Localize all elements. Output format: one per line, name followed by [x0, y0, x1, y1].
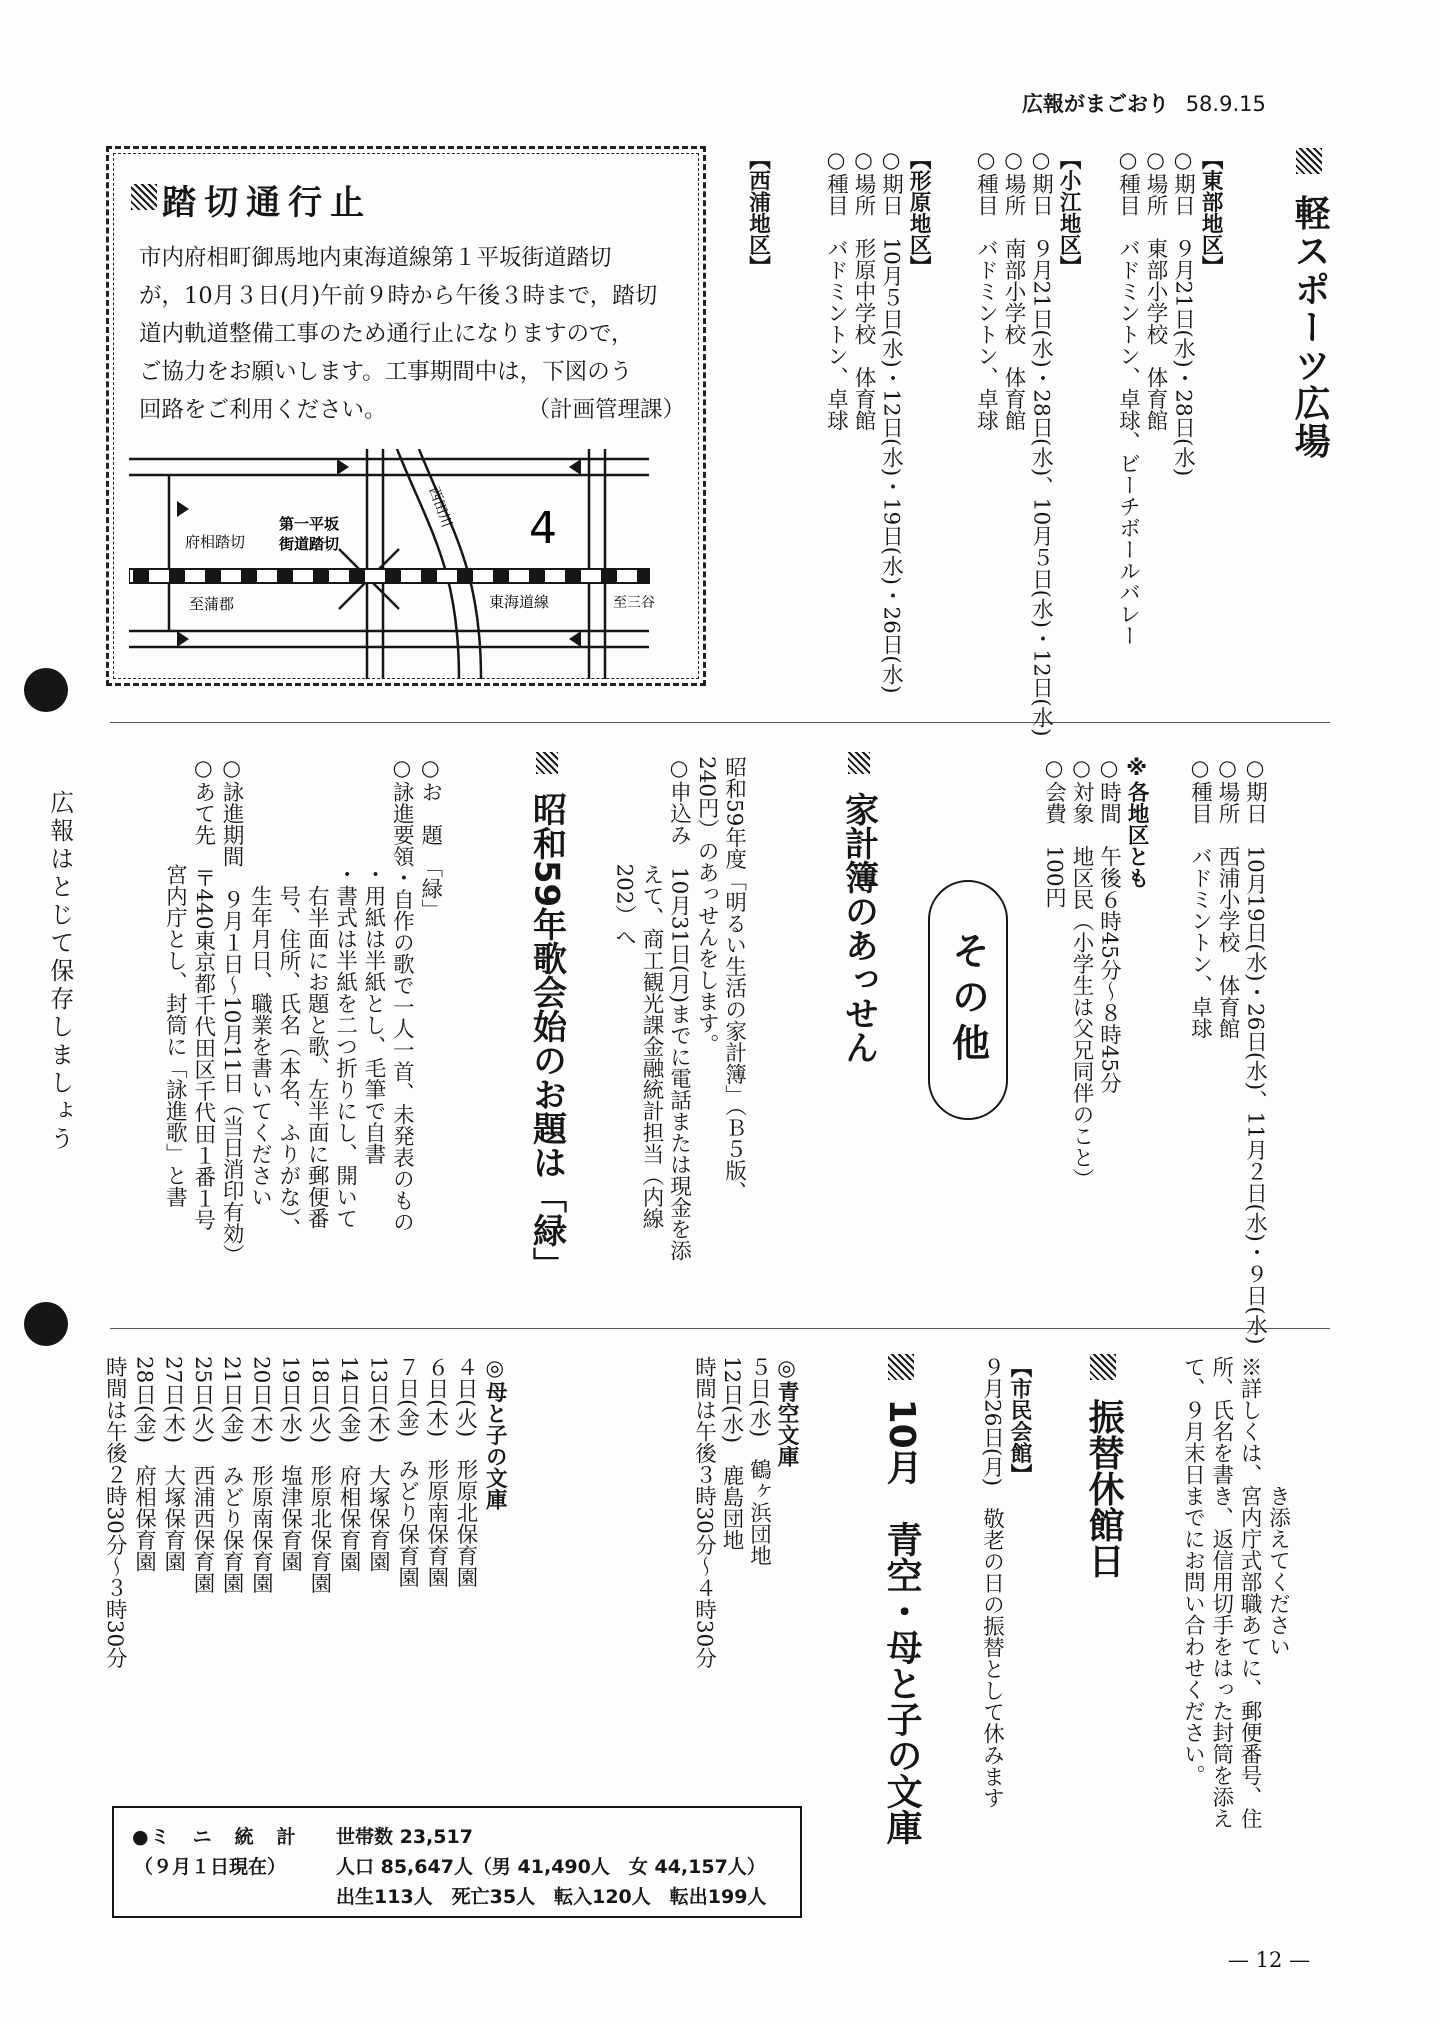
- crossing-line: 回路をご利用ください。 （計画管理課）: [139, 391, 699, 429]
- stats-as-of: （９月１日現在）: [134, 1856, 287, 1878]
- sports-line: ○種目 バドミントン、卓球、ビーチボールバレー: [1115, 148, 1141, 646]
- hatch-icon: [888, 1354, 914, 1380]
- utakai-line: き添えてください: [1265, 1485, 1291, 1657]
- side-note: 広報はとじて保存しましょう: [45, 790, 74, 1154]
- sports-line: ○会費 100円: [1041, 756, 1067, 909]
- sports-katachihara: [822, 148, 932, 694]
- crossing-notice: [106, 146, 706, 686]
- utakai-line: ○詠進要領・自作の歌で一人一首、未発表のもの: [389, 756, 415, 1233]
- kakeibo-line: ○申込み 10月31日(月)までに電話または現金を添: [666, 756, 692, 1261]
- bunko-line: 18日(火) 形原北保育園: [306, 1356, 332, 1594]
- crossing-line: 道内軌道整備工事のため通行止になりますので，: [139, 321, 634, 347]
- district-label: 【小江地区】: [1056, 148, 1082, 277]
- closure-body: [978, 1356, 1033, 1809]
- page-number: — 12 —: [1228, 1948, 1311, 1972]
- kakeibo-line: えて、商工観光課金融統計担当（内線: [639, 756, 665, 1229]
- hatch-icon: [1090, 1354, 1116, 1380]
- utakai-continued: [1178, 1356, 1292, 1829]
- binder-hole-bottom: [24, 1302, 68, 1346]
- sports-line: ○場所 形原中学校 体育館: [851, 148, 877, 431]
- sports-line: ○期日 ９月21日(水)・28日(水)、10月５日(水)・12日(水): [1028, 148, 1054, 737]
- crossing-line: 市内府相町御馬地内東海道線第１平坂街道踏切: [139, 245, 612, 271]
- utakai-title: 昭和59年歌会始のお題は「緑」: [524, 752, 568, 1281]
- bunko-line: ６日(木) 形原南保育園: [423, 1356, 449, 1588]
- kakeibo-line: 202）へ: [611, 756, 637, 948]
- district-label: 【西浦地区】: [745, 148, 771, 277]
- sports-oe: [972, 148, 1082, 737]
- other-badge: その他: [928, 880, 1008, 1120]
- sports-line: ○種目 バドミントン、卓球: [973, 148, 999, 431]
- hatch-icon: [848, 752, 870, 774]
- utakai-line: ・書式は半紙を二つ折りにし、開いて: [332, 756, 358, 1229]
- bunko-line: 28日(金) 府相保育園: [131, 1356, 157, 1573]
- sports-line: ○種目 バドミントン、卓球: [823, 148, 849, 431]
- crossing-title: 踏切通行止: [131, 175, 372, 224]
- venue-label: 【市民会館】: [1007, 1356, 1033, 1485]
- page-header: [1022, 88, 1266, 118]
- kakeibo-title: 家計簿のあっせん: [836, 752, 880, 1064]
- utakai-line: 所、氏名を書き、返信用切手をはった封筒を添え: [1208, 1356, 1234, 1829]
- stats-label: ●ミ ニ 統 計: [132, 1826, 298, 1848]
- bunko-line: 時間は午後２時30分～３時30分: [102, 1356, 128, 1669]
- bunko-line: 13日(木) 大塚保育園: [365, 1356, 391, 1573]
- bunko-line: 21日(金) みどり保育園: [219, 1356, 245, 1594]
- hahako-head: ◎母と子の文庫: [482, 1356, 508, 1510]
- utakai-line: ○お 題 「緑」: [417, 756, 443, 921]
- crossing-body: [139, 239, 699, 429]
- sports-line: ○期日 10月19日(水)・26日(水)、11月２日(水)・９日(水): [1242, 756, 1268, 1345]
- kakeibo-body: [610, 756, 748, 1261]
- detour-map: [129, 449, 689, 679]
- divider-bottom: [110, 1328, 1330, 1329]
- mini-stats: [112, 1806, 802, 1918]
- bunko-line: 20日(木) 形原南保育園: [248, 1356, 274, 1594]
- utakai-line: ・用紙は半紙とし、毛筆で自書: [361, 756, 386, 1165]
- kakeibo-line: 240円）のあっせんをします。: [694, 756, 720, 1056]
- bunko-line: 時間は午後３時30分～４時30分: [691, 1356, 717, 1669]
- map-label-gamagori: 至蒲郡: [189, 595, 235, 613]
- bunko-line: 27日(木) 大塚保育園: [160, 1356, 186, 1573]
- sports-nishiura-label: [744, 148, 772, 277]
- map-label-sanya: 至三谷: [613, 595, 655, 611]
- bunko-line: 19日(水) 塩津保育園: [277, 1356, 303, 1573]
- publication-date: 58.9.15: [1185, 92, 1266, 116]
- sports-title: 軽スポーツ広場: [1286, 148, 1332, 461]
- map-label-line: 東海道線: [489, 593, 550, 611]
- utakai-line: ○詠進期間 ９月１日～10月11日（当日消印有効）: [219, 756, 245, 1266]
- stats-households: 世帯数 23,517: [336, 1826, 473, 1848]
- sports-line: ○対象 地区民（小学生は父兄同伴のこと）: [1069, 756, 1095, 1190]
- sports-line: ○種目 バドミントン、卓球: [1187, 756, 1213, 1039]
- utakai-line: 宮内庁とし、封筒に「詠進歌」と書: [162, 756, 188, 1208]
- map-label-fuso: 府相踏切: [185, 533, 246, 551]
- crossing-line: が，10月３日(月)午前９時から午後３時まで，踏切: [139, 283, 658, 309]
- sports-line: ○期日 10月５日(水)・12日(水)・19日(水)・26日(水): [878, 148, 904, 694]
- sports-nishiura: [1186, 756, 1269, 1345]
- bunko-line: ４日(火) 形原北保育園: [453, 1356, 479, 1588]
- binder-hole-top: [24, 668, 68, 712]
- crossing-line: ご協力をお願いします。工事期間中は，下図のう: [139, 359, 633, 385]
- map-label-river: 西田川: [425, 484, 455, 530]
- utakai-line: 生年月日、職業を書いてください: [247, 756, 273, 1208]
- hatch-icon: [1296, 148, 1322, 174]
- utakai-line: ○あて先 〒440東京都千代田区千代田１番１号: [190, 756, 216, 1231]
- sports-line: ○場所 東部小学校 体育館: [1143, 148, 1169, 431]
- bunko-line: ５日(水) 鶴ヶ浜団地: [746, 1356, 772, 1567]
- aozora-head: ◎青空文庫: [774, 1356, 800, 1467]
- bunko-line: 12日(水) 鹿島団地: [719, 1356, 745, 1551]
- bunko-title: 10月 青空・母と子の文庫: [878, 1354, 924, 1845]
- sports-higashi: [1114, 148, 1224, 646]
- stats-population: 人口 85,647人（男 41,490人 女 44,157人）: [336, 1856, 766, 1878]
- utakai-line: 号、住所、氏名（本名、ふりがな）、: [275, 756, 301, 1240]
- sports-line: ○期日 ９月21日(水)・28日(水): [1170, 148, 1196, 477]
- sports-line: ○場所 南部小学校 体育館: [1001, 148, 1027, 431]
- map-label-crossing-1: 第一平坂: [279, 515, 340, 533]
- utakai-body: [160, 756, 444, 1266]
- sports-line: ○場所 西浦小学校 体育館: [1215, 756, 1241, 1039]
- bunko-line: 14日(金) 府相保育園: [336, 1356, 362, 1573]
- crossing-dept: （計画管理課）: [527, 397, 685, 423]
- district-label: 【形原地区】: [906, 148, 932, 277]
- bunko-aozora: [690, 1356, 800, 1669]
- map-label-route: 4: [529, 503, 557, 554]
- divider-top: [110, 722, 1330, 723]
- common-label: ※各地区とも: [1124, 756, 1150, 889]
- map-label-crossing-2: 街道踏切: [279, 535, 340, 553]
- bunko-line: 25日(火) 西浦西保育園: [189, 1356, 215, 1594]
- hatch-icon: [536, 752, 558, 774]
- kakeibo-line: 昭和59年度「明るい生活の家計簿」（Ｂ５版、: [721, 756, 747, 1203]
- closure-line: ９月26日(月) 敬老の日の振替として休みます: [979, 1356, 1005, 1809]
- bunko-hahako: [100, 1356, 509, 1669]
- sports-common: [1040, 756, 1150, 1190]
- utakai-line: 右半面にお題と歌、左半面に郵便番: [304, 756, 330, 1229]
- utakai-line: て、９月末日までにお問い合わせください。: [1180, 1356, 1206, 1786]
- publication-name: 広報がまごおり: [1022, 92, 1169, 116]
- closure-title: 振替休館日: [1080, 1354, 1126, 1579]
- district-label: 【東部地区】: [1198, 148, 1224, 277]
- utakai-line: ※詳しくは、宮内庁式部職あてに、郵便番号、住: [1237, 1356, 1263, 1829]
- sports-line: ○時間 午後６時45分～８時45分: [1096, 756, 1122, 1094]
- stats-movement: 出生113人 死亡35人 転入120人 転出199人: [336, 1886, 767, 1908]
- bunko-line: ７日(金) みどり保育園: [394, 1356, 420, 1588]
- hatch-icon: [131, 184, 157, 210]
